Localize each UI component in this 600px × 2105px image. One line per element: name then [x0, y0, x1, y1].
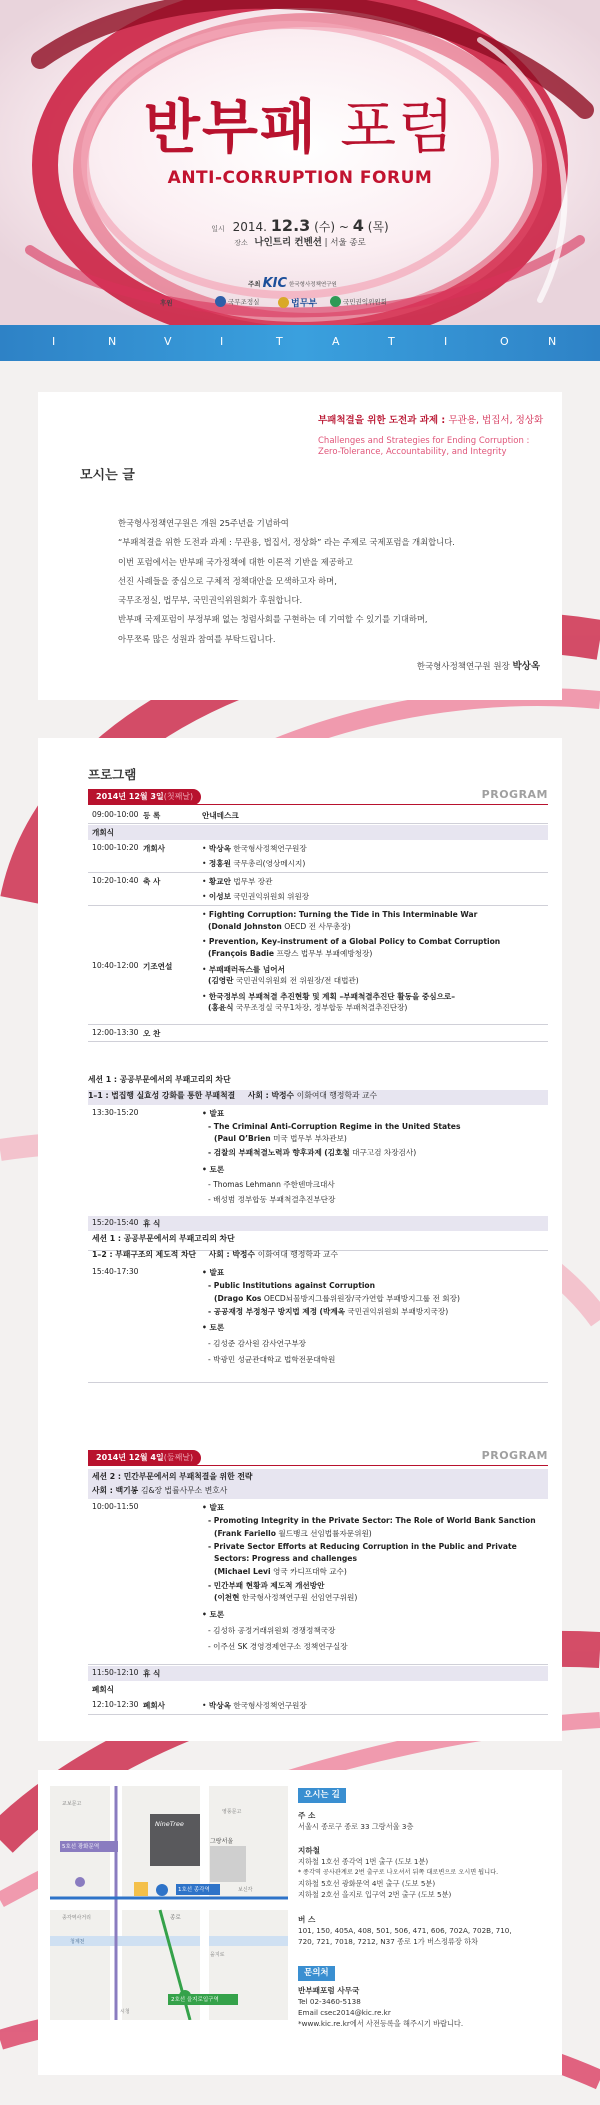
speaker-name: (이천현 — [214, 1593, 240, 1602]
directions-card — [38, 1770, 562, 2075]
invitation-letter: I — [444, 335, 448, 348]
speaker-desc: 대구고검 차장검사) — [352, 1148, 417, 1157]
greeting-line: 이번 포럼에서는 반부패 국가정책에 대한 이론적 기반을 제공하고 — [118, 556, 353, 567]
invitation-letter: T — [276, 335, 283, 348]
greeting-line: 아무쪼록 많은 성원과 참여를 부탁드립니다. — [118, 633, 276, 644]
session-heading: 세션 1 : 공공부문에서의 부패고리의 차단 — [88, 1075, 231, 1084]
program-title: 프로그램 — [88, 767, 137, 782]
speaker-name: (Donald Johnston — [208, 922, 282, 931]
pmo-logo-icon — [215, 296, 226, 307]
sponsor-label: 후원 — [160, 299, 173, 307]
table-row: 10:40-12:00 기조연설 • Fighting Corruption: Turning the Tide in This Interminable War (Donald Johnston OECD 전 사무총장) • Prevention, Key-instrument of a Global Policy to Combat Corruption (François Badie 프랑스 법무부 부패예방청장) • 부패패러독스를 넘어서 (김영란 국민권익위원회 전 위원장/전 대법관) • 한국정부의 부패척결 추진현황 및 계획 –부패척결추진단 활동을 중심으로– (홍윤식 국무조정실 국무1차장, 정부합동 부패척결추진단장) — [88, 907, 548, 1025]
invitation-letter: A — [332, 335, 340, 348]
table-row — [88, 1216, 548, 1231]
row-time: 12:10-12:30 — [92, 1700, 139, 1709]
panelist: - 김성준 감사원 감사연구부장 — [208, 1339, 307, 1348]
map-label: 을지로 — [210, 1952, 225, 1958]
row-time: 15:20-15:40 — [92, 1218, 139, 1227]
greeting-line: 반부패 국제포럼이 부정부패 없는 청렴사회를 구현하는 데 기여할 수 있기를 기대하며, — [118, 614, 428, 625]
talk-title: - The Criminal Anti-Corruption Regime in the United States — [208, 1122, 461, 1131]
subway-line: 지하철 1호선 종각역 1번 출구 (도보 1분) — [298, 1857, 429, 1866]
date-weekday-start: (수) — [314, 220, 336, 234]
date-day-start: 3 — [299, 216, 311, 235]
theme-en-line-1: Challenges and Strategies for Ending Corruption : — [318, 436, 530, 446]
speaker-name: (홍윤식 — [208, 1003, 234, 1012]
panelist: - Thomas Lehmann 주한덴마크대사 — [208, 1180, 335, 1189]
speaker-name: (Frank Fariello — [214, 1529, 276, 1538]
row-desc: 안내데스크 — [202, 811, 239, 820]
discussion-label: 토론 — [209, 1165, 225, 1174]
sponsor-label-wrap — [160, 298, 173, 307]
row-time: 12:00-13:30 — [92, 1028, 139, 1037]
program-tag: PROGRAM — [481, 1449, 548, 1462]
speaker-desc: 한국형사정책연구원장 — [233, 844, 307, 853]
session-chair: 사회 : 박정수 — [247, 1091, 295, 1100]
map-label: 그랑서울 — [210, 1838, 234, 1845]
greeting-signature — [417, 658, 540, 672]
table-row — [88, 1666, 548, 1681]
keynote-title: 부패패러독스를 넘어서 — [208, 965, 285, 974]
program-card — [38, 738, 562, 1741]
speaker-desc: 영국 카디프대학 교수) — [273, 1567, 347, 1576]
presentation-label: 발표 — [209, 1503, 225, 1512]
row-section: 개회식 — [92, 828, 115, 837]
session-heading: 세션 1 : 공공부문에서의 부패고리의 차단 — [92, 1234, 235, 1243]
speaker-desc: 프랑스 법무부 부패예방청장) — [276, 949, 373, 958]
date-weekday-end: (목) — [367, 220, 389, 234]
divider — [88, 804, 548, 805]
contact-tel: Tel 02-3460-5138 — [298, 1997, 361, 2006]
row-time: 10:40-12:00 — [92, 961, 139, 970]
acrc-logo-icon — [330, 296, 341, 307]
speaker-name: 이성보 — [208, 892, 231, 901]
theme-ko-main: 부패척결을 위한 도전과 과제 : — [318, 415, 446, 426]
invitation-letter: O — [500, 335, 509, 348]
kic-logo: KIC — [262, 276, 288, 291]
contact-title: 문의처 — [298, 1966, 335, 1981]
invitation-letter: N — [548, 335, 557, 348]
row-time: 10:00-10:20 — [92, 843, 139, 852]
date-label: 일시 — [211, 225, 225, 233]
greeting-line: 국무조정실, 법무부, 국민권익위원회가 후원합니다. — [118, 595, 303, 606]
map-label: NineTree — [155, 1820, 184, 1828]
event-date — [0, 216, 600, 235]
speaker-desc: 한국형사정책연구원 선임연구위원) — [241, 1593, 358, 1602]
session-chair-desc: 김&장 법률사무소 변호사 — [140, 1486, 228, 1495]
speaker-name: (김영란 — [208, 976, 234, 985]
row-kind: 휴 식 — [143, 1219, 161, 1228]
discussion-label: 토론 — [209, 1610, 225, 1619]
map-label: 보신각 — [238, 1887, 253, 1893]
greeting-body — [118, 514, 548, 649]
bus-block — [298, 1914, 558, 1947]
title-ko-light: 포럼 — [340, 93, 457, 161]
talk-title: - Private Sector Efforts at Reducing Corruption in the Public and Private — [208, 1542, 517, 1551]
day1-pill — [88, 789, 201, 805]
talk-title: - 검찰의 부패척결노력과 향후과제 — [208, 1148, 322, 1157]
presentation-label: 발표 — [209, 1109, 225, 1118]
talk-title: - Promoting Integrity in the Private Sector: The Role of World Bank Sanction — [208, 1516, 536, 1525]
directions-title: 오시는 길 — [298, 1788, 346, 1803]
location-map[interactable] — [50, 1786, 288, 2020]
date-day-end: 4 — [352, 216, 364, 235]
row-kind: 기조연설 — [143, 962, 173, 971]
map-label: 청계천 — [70, 1939, 85, 1945]
day2-bar — [88, 1450, 548, 1466]
speaker-desc: OECD뇌물방지그룹위원장/국가연합 부패방지그룹 전 회장) — [263, 1294, 460, 1303]
greeting-line: “부패척결을 위한 도전과 과제 : 무관용, 법집서, 정상화” 라는 주제로 국제포럼을 개최합니다. — [118, 537, 455, 548]
speaker-name: (François Badie — [208, 949, 275, 958]
subway-line: 지하철 5호선 광화문역 4번 출구 (도보 5분) — [298, 1879, 436, 1888]
session-chair-desc: 이화여대 행정학과 교수 — [296, 1091, 378, 1100]
map-label: 교보문고 — [62, 1801, 82, 1807]
sponsor-3 — [330, 296, 387, 307]
date-month: 12. — [270, 216, 300, 235]
row-kind: 축 사 — [143, 877, 161, 886]
day2-pill — [88, 1450, 201, 1466]
day2-sub: (둘째날) — [163, 1453, 194, 1462]
invitation-letter: I — [52, 335, 56, 348]
map-label: 5호선 광화문역 — [62, 1844, 100, 1850]
session-subheading — [88, 1249, 548, 1264]
greeting-title: 모시는 글 — [80, 468, 135, 483]
row-time: 09:00-10:00 — [92, 810, 139, 819]
invitation-letter: T — [388, 335, 395, 348]
map-label: 종로 — [170, 1915, 181, 1921]
host-label: 주최 — [248, 280, 261, 288]
day2-label: 2014년 12월 4일 — [96, 1453, 164, 1462]
host-name: 한국형사정책연구원 — [289, 281, 337, 288]
session-subheading — [88, 1090, 548, 1105]
row-time: 15:40-17:30 — [92, 1267, 139, 1276]
title-ko-bold: 반부패 — [143, 93, 318, 161]
forum-title-en: ANTI-CORRUPTION FORUM — [167, 168, 433, 188]
sponsor-2-name: 법무부 — [291, 299, 318, 309]
keynote-title: Prevention, Key-instrument of a Global Policy to Combat Corruption — [208, 937, 501, 946]
table-row — [88, 1682, 548, 1697]
row-time: 10:20-10:40 — [92, 876, 139, 885]
program-tag: PROGRAM — [481, 788, 548, 801]
row-time: 11:50-12:10 — [92, 1668, 139, 1677]
day1-label: 2014년 12월 3일 — [96, 792, 164, 801]
row-time: 10:00-11:50 — [92, 1502, 139, 1511]
speaker-desc: 국민권익위원회 전 위원장/전 대법관) — [235, 976, 359, 985]
map-label: 시청 — [120, 2009, 130, 2015]
row-time: 13:30-15:20 — [92, 1108, 139, 1117]
speaker-name: (Paul O’Brien — [214, 1134, 271, 1143]
greeting-line: 한국형사정책연구원은 개원 25주년을 기념하여 — [118, 518, 289, 528]
map-label: 2호선 을지로입구역 — [171, 1997, 219, 2003]
table-row: 10:20-10:40 축 사 • 황교안 법무부 장관 • 이성보 국민권익위원회 위원장 — [88, 874, 548, 906]
speaker-name: 박상옥 — [208, 1701, 231, 1710]
session-chair: 사회 : 백기봉 — [92, 1486, 139, 1495]
row-kind: 등 록 — [143, 811, 161, 820]
speaker-desc: 국민권익위원회 부패방지국장) — [347, 1307, 449, 1316]
row-kind: 폐회사 — [143, 1701, 166, 1710]
contact-email[interactable]: Email csec2014@kic.re.kr — [298, 2008, 391, 2017]
day1-bar — [88, 789, 548, 805]
theme-ko-sub: 무관용, 법집서, 정상화 — [448, 415, 544, 426]
moj-logo-icon — [278, 297, 289, 308]
table-row: 13:30-15:20 • 발표 - The Criminal Anti-Corruption Regime in the United States (Paul O’Brien 미국 법무부 부차관보) - 검찰의 부패척결노력과 향후과제 (김호철 대구고검 차장검사) • 토론 - Thomas Lehmann 주한덴마크대사 - 배성범 정부합동 부패척결추진부단장 — [88, 1106, 548, 1251]
speaker-desc: 국무총리(영상메시지) — [233, 859, 306, 868]
sponsor-1 — [215, 296, 259, 307]
sponsor-2 — [278, 296, 317, 309]
map-label: 1호선 종각역 — [178, 1887, 210, 1893]
address-block — [298, 1810, 558, 1832]
panelist: - 이주선 SK 경영경제연구소 정책연구실장 — [208, 1642, 348, 1651]
speaker-name: 정홍원 — [208, 859, 231, 868]
signature-name: 박상옥 — [512, 661, 540, 672]
theme-ko — [318, 412, 553, 426]
talk-title-cont: Sectors: Progress and challenges — [214, 1554, 357, 1563]
table-row: 10:00-10:20 개회사 • 박상옥 한국형사정책연구원장 • 정홍원 국무총리(영상메시지) — [88, 841, 548, 873]
subway-heading: 지하철 — [298, 1846, 321, 1855]
panelist: - 박광민 성균관대학교 법학전문대학원 — [208, 1355, 336, 1364]
talk-title: - Public Institutions against Corruption — [208, 1281, 376, 1290]
greeting-card — [38, 392, 562, 700]
session-heading — [88, 1469, 548, 1499]
divider — [88, 1465, 548, 1466]
signature-org: 한국형사정책연구원 원장 — [416, 662, 510, 672]
discussion-label: 토론 — [209, 1323, 225, 1332]
row-kind: 오 찬 — [143, 1029, 161, 1038]
speaker-desc: 법무부 장관 — [233, 877, 273, 886]
table-row — [88, 808, 548, 824]
presentation-label: 발표 — [209, 1268, 225, 1277]
address-text: 서울시 종로구 종로 33 그랑서울 3층 — [298, 1822, 414, 1831]
speaker-name: (Drago Kos — [214, 1294, 262, 1303]
day1-sub: (첫째날) — [163, 792, 194, 801]
date-year: 2014. — [232, 220, 267, 234]
contact-org: 반부패포럼 사무국 — [298, 1986, 360, 1995]
host-block — [248, 276, 337, 291]
table-row — [88, 1026, 548, 1042]
session-chair: 사회 : 박정수 — [208, 1250, 255, 1259]
subway-note: * 종각역 공사관계로 2번 출구로 나오셔서 뒤쪽 대로변으로 오시면 됩니다. — [298, 1869, 499, 1876]
map-label: 영풍문고 — [222, 1809, 242, 1815]
speaker-name: 황교안 — [208, 877, 231, 886]
panelist: - 김성하 공정거래위원회 경쟁정책국장 — [208, 1626, 336, 1635]
venue-name: 나인트리 컨벤션 — [254, 237, 322, 248]
speaker-desc: 국무조정실 국무1차장, 정부합동 부패척결추진단장) — [235, 1003, 408, 1012]
table-row: 12:10-12:30 폐회사 • 박상옥 한국형사정책연구원장 — [88, 1698, 548, 1715]
theme-en — [318, 436, 558, 459]
map-label: 종각역사거리 — [62, 1915, 91, 1921]
subway-line: 지하철 2호선 을지로 입구역 2번 출구 (도보 5분) — [298, 1890, 452, 1899]
bus-line: 720, 721, 7018, 7212, N37 종로 1가 버스정류장 하차 — [298, 1937, 478, 1946]
table-row: 10:00-11:50 • 발표 - Promoting Integrity in the Private Sector: The Role of World Bank Sanction (Frank Fariello 월드뱅크 선임법률자문위원) - Private Sector Efforts at Reducing Corruption in the Public and Private Sectors: Progress and challenges (Michael Levi 영국 카디프대학 교수) - 민간부패 현황과 제도적 개선방안 (이천현 한국형사정책연구원 선임연구위원) • 토론 - 김성하 공정거래위원회 경쟁정책국장 - 이주선 SK 경영경제연구소 정책연구실장 — [88, 1500, 548, 1665]
theme-en-line-2: Zero-Tolerance, Accountability, and Integrity — [318, 447, 507, 458]
invitation-letter: V — [164, 335, 172, 348]
row-kind: 개회사 — [143, 844, 166, 853]
panelist: - 배성범 정부합동 부패척결추진부단장 — [208, 1195, 336, 1204]
date-dash: ~ — [338, 220, 349, 234]
sponsor-1-name: 국무조정실 — [228, 298, 260, 306]
contact-block — [298, 1985, 558, 2029]
venue-label: 장소 — [234, 239, 248, 247]
bus-line: 101, 150, 405A, 408, 501, 506, 471, 606, 702A, 702B, 710, — [298, 1926, 512, 1935]
speaker-name: (김호철 — [324, 1148, 350, 1157]
speaker-desc: 월드뱅크 선임법률자문위원) — [278, 1529, 372, 1538]
keynote-title: Fighting Corruption: Turning the Tide in This Interminable War — [208, 910, 478, 919]
invitation-letter: N — [108, 335, 117, 348]
session-chair-desc: 이화여대 행정학과 교수 — [257, 1250, 338, 1259]
session-title: 1–1 : 법집행 실효성 강화를 통한 부패척결 — [88, 1091, 236, 1100]
venue-area: 서울 종로 — [330, 238, 366, 248]
event-venue: 장소 나인트리 컨벤션 | 서울 종로 — [234, 237, 366, 248]
invitation-band — [0, 325, 600, 361]
table-row — [88, 825, 548, 840]
speaker-desc: 국민권익위원회 위원장 — [233, 892, 310, 901]
row-section: 폐회식 — [92, 1685, 115, 1694]
speaker-name: (Michael Levi — [214, 1567, 271, 1576]
address-heading: 주 소 — [298, 1811, 316, 1820]
speaker-name: (박계옥 — [319, 1307, 345, 1316]
table-row: 15:40-17:30 • 발표 - Public Institutions against Corruption (Drago Kos OECD뇌물방지그룹위원장/국가연합 부패방지그룹 전 회장) - 공공재정 부정청구 방지법 제정 (박계옥 국민권익위원회 부패방지국장) • 토론 - 김성준 감사원 감사연구부장 - 박광민 성균관대학교 법학전문대학원 — [88, 1265, 548, 1383]
greeting-line: 선진 사례들을 중심으로 구체적 정책대안을 모색하고자 하며, — [118, 575, 337, 586]
contact-note: *www.kic.re.kr에서 사전등록을 해주시기 바랍니다. — [298, 2019, 464, 2028]
forum-title-ko — [0, 93, 600, 161]
speaker-desc: 미국 법무부 부차관보) — [273, 1134, 347, 1143]
session-title: 세션 2 : 민간부문에서의 부패척결을 위한 전략 — [92, 1472, 253, 1481]
session-title: 1–2 : 부패구조의 제도적 차단 — [92, 1250, 197, 1259]
subway-block — [298, 1845, 558, 1900]
speaker-desc: OECD 전 사무총장) — [284, 922, 351, 931]
bus-heading: 버 스 — [298, 1915, 316, 1924]
talk-title: - 민간부패 현황과 제도적 개선방안 — [208, 1581, 325, 1590]
row-kind: 휴 식 — [143, 1669, 161, 1678]
speaker-name: 박상옥 — [208, 844, 231, 853]
invitation-letter: I — [220, 335, 224, 348]
sponsor-3-name: 국민권익위원회 — [343, 298, 387, 306]
keynote-title: 한국정부의 부패척결 추진현황 및 계획 –부패척결추진단 활동을 중심으로– — [208, 992, 456, 1001]
talk-title: - 공공재정 부정청구 방지법 제정 — [208, 1307, 318, 1316]
speaker-desc: 한국형사정책연구원장 — [233, 1701, 307, 1710]
